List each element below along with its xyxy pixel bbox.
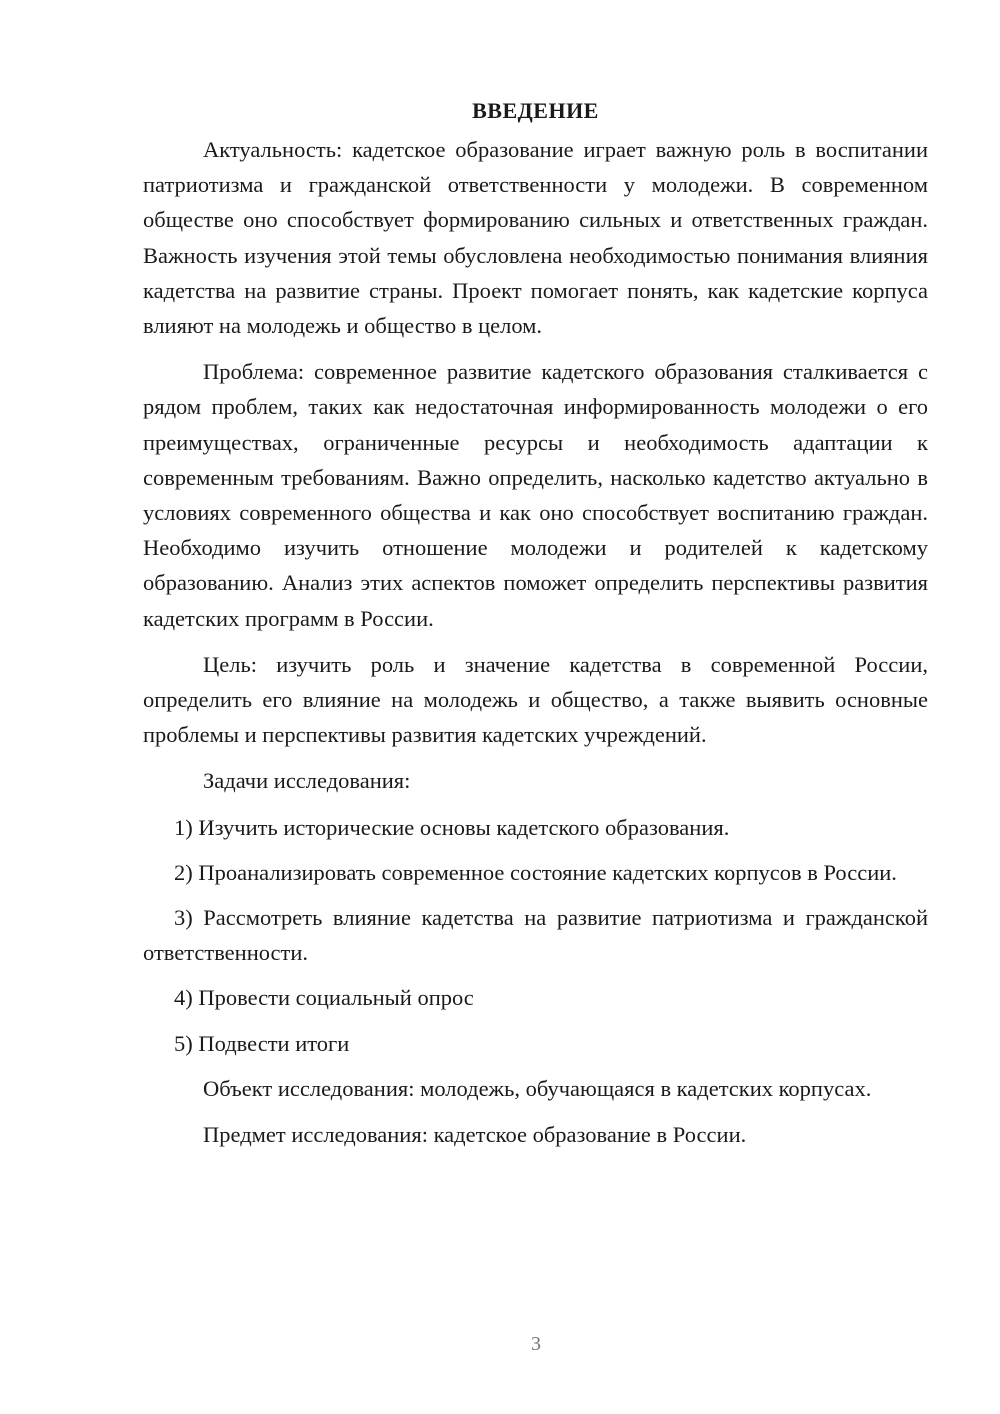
task-item: 2) Проанализировать современное состояние кадетских корпусов в России.	[174, 859, 897, 885]
paragraph-goal: Цель: изучить роль и значение кадетства в современной России, определить его влияние на молодежь и общество, а также выявить основные проблемы и перспективы развития кадетских учреждений.	[143, 651, 928, 748]
paragraph-problem: Проблема: современное развитие кадетского образования сталкивается с рядом проблем, таких как недостаточная информированность молодежи о его преимуществах, ограниченные ресурсы и необходимость адаптации к современным требованиям. Важно определить, насколько кадетство актуально в условиях современного общества и как оно способствует воспитанию граждан. Необходимо изучить отношение молодежи и родителей к кадетскому образованию. Анализ этих аспектов поможет определить перспективы развития кадетских программ в России.	[143, 359, 928, 631]
paragraph-tasks-heading: Задачи исследования:	[203, 768, 411, 794]
task-item: 3) Рассмотреть влияние кадетства на развитие патриотизма и гражданской ответственности.	[143, 905, 928, 966]
page-number: 3	[531, 1333, 541, 1355]
task-item: 1) Изучить исторические основы кадетского образования.	[174, 814, 730, 840]
section-title: ВВЕДЕНИЕ	[472, 98, 599, 123]
paragraph-relevance: Актуальность: кадетское образование играет важную роль в воспитании патриотизма и гражданской ответственности у молодежи. В современном обществе оно способствует формированию сильных и ответственных граждан. Важность изучения этой темы обусловлена необходимостью понимания влияния кадетства на развитие страны. Проект помогает понять, как кадетские корпуса влияют на молодежь и общество в целом.	[143, 137, 928, 339]
document-body	[143, 94, 928, 1163]
paragraph-object: Объект исследования: молодежь, обучающаяся в кадетских корпусах.	[203, 1075, 872, 1101]
paragraph-subject: Предмет исследования: кадетское образование в России.	[203, 1122, 747, 1148]
task-item: 5) Подвести итоги	[174, 1030, 350, 1056]
task-item: 4) Провести социальный опрос	[174, 985, 474, 1011]
